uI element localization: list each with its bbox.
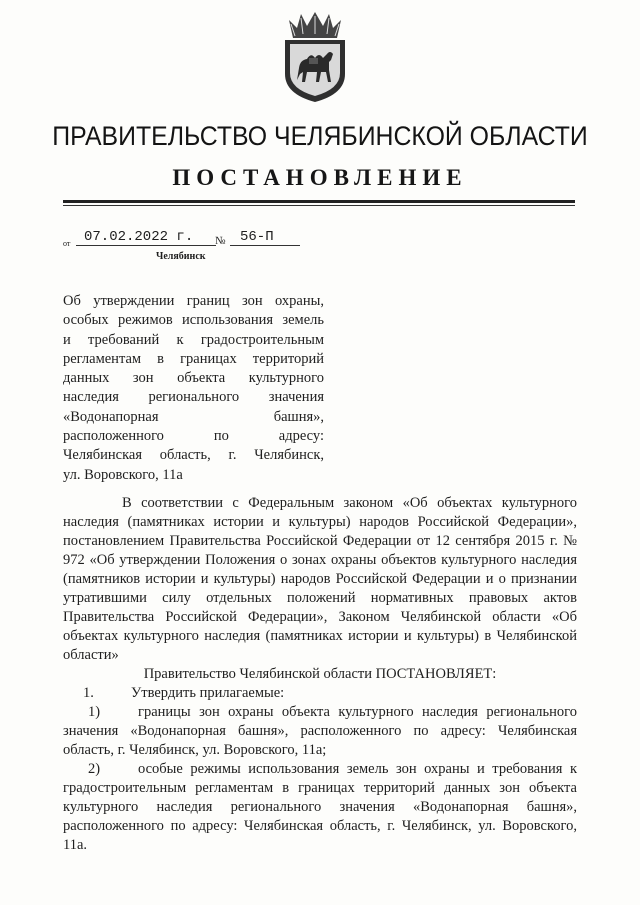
document-body (63, 494, 577, 855)
subject-line: и требований к градостроительным (63, 331, 324, 348)
resolves-line: Правительство Челябинской области ПОСТАНОВЛЯЕТ: (143, 666, 497, 682)
preamble-paragraph: В соответствии с Федеральным законом «Об объектах культурного наследия (памятниках истории и культуры) народов Российской Федерации», постановлением Правительства Российской Федерации от 12 сентября 2015 г. № 972 «Об утверждении Положения о зонах охраны объектов культурного наследия (памятников истории и культуры) народов Российской Федерации и о признании утратившими силу отдельных положений нормативных правовых актов Правительства Российской Федерации», Законом Челябинской области «Об объектах культурного наследия (памятниках истории и культуры) в Челябинской области» (63, 495, 577, 663)
item-1-text: Утвердить прилагаемые: (131, 685, 285, 701)
subject-line: расположенного по адресу: (63, 428, 324, 445)
subitem-1 (63, 703, 577, 760)
coat-of-arms-icon (275, 10, 355, 104)
subject-line: данных зон объекта культурного (63, 370, 324, 387)
document-number: 56-П (230, 229, 300, 246)
government-title: ПРАВИТЕЛЬСТВО ЧЕЛЯБИНСКОЙ ОБЛАСТИ (52, 121, 588, 151)
subject-line: особых режимов использования земель (63, 312, 324, 329)
header-rule-thick (63, 200, 575, 203)
document-subject (63, 292, 324, 485)
number-sign: № (215, 235, 226, 247)
subject-line: ул. Воровского, 11а (63, 466, 183, 483)
subitem-1-text: границы зон охраны объекта культурного наследия регионального значения «Водонапорная башня», расположенного по адресу: Челябинская область, г. Челябинск, ул. Воровского, 11а; (63, 704, 577, 758)
subject-line: Об утверждении границ зон охраны, (63, 293, 324, 309)
subject-line: Челябинская область, г. Челябинск, (63, 447, 324, 464)
subitem-2-text: особые режимы использования земель зон охраны и требования к градостроительным регламентам в границах территорий данных зон объекта культурного наследия регионального значения «Водонапорная башня», расположенного по адресу: Челябинская область, г. Челябинск, ул. Воровского, 11а. (63, 761, 577, 853)
subitem-2 (63, 760, 577, 855)
item-1 (63, 684, 577, 703)
subitem-2-number: 2) (88, 761, 101, 777)
subject-line: наследия регионального значения (63, 389, 324, 406)
city-name: Челябинск (156, 251, 206, 262)
subject-line: регламентам в границах территорий (63, 350, 324, 367)
item-1-number: 1. (83, 685, 94, 701)
date-prefix: от (63, 239, 71, 248)
subject-line: «Водонапорная башня», (63, 408, 324, 425)
header-rule-thin (63, 205, 575, 206)
document-type: ПОСТАНОВЛЕНИЕ (172, 165, 468, 190)
subitem-1-number: 1) (88, 704, 101, 720)
document-date: 07.02.2022 г. (76, 229, 216, 246)
